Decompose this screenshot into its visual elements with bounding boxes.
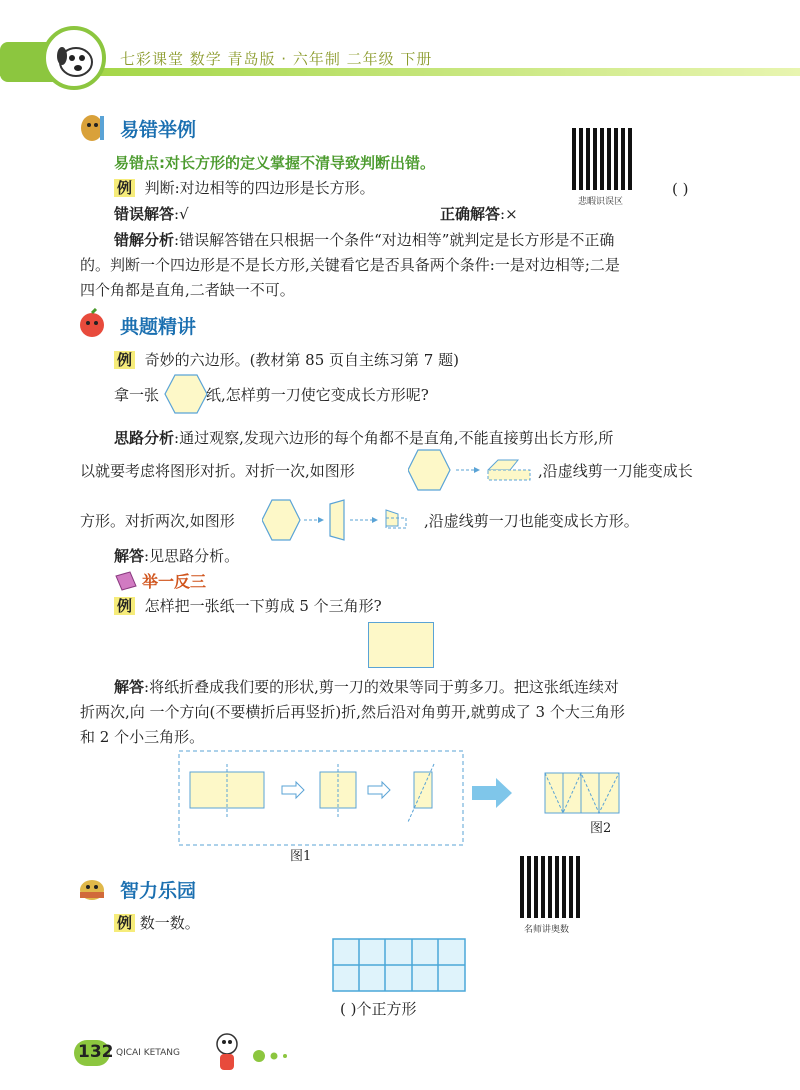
example-tag-4: 例	[114, 914, 135, 932]
answer-2-text: :见思路分析。	[144, 547, 240, 565]
header-title: 七彩课堂 数学 青岛版 · 六年制 二年级 下册	[120, 50, 433, 68]
question-line	[114, 384, 159, 406]
analysis-line-2: 的。判断一个四边形是不是长方形,关键看它是否具备两个条件:一是对边相等;二是	[80, 256, 620, 274]
question-pre: 拿一张	[114, 386, 160, 404]
fold-once-diagram	[408, 448, 538, 492]
footer-dots	[252, 1048, 302, 1062]
qr-caption-puzzle: 名师讲奥数	[524, 925, 570, 935]
square-grid	[332, 938, 466, 992]
section-title-examples: 典题精讲	[120, 316, 197, 338]
example-3-text: 怎样把一张纸一下剪成 5 个三角形?	[144, 597, 382, 615]
example-tag: 例	[114, 179, 135, 197]
paper-icon	[114, 570, 138, 592]
answer-3-line-2: 折两次,向 一个方向(不要横折后再竖折)折,然后沿对角剪开,就剪成了 3 个大三角形	[80, 703, 625, 721]
wrong-answer-value: :√	[174, 205, 189, 223]
qr-code-puzzle	[520, 856, 582, 918]
folding-diagram-2	[544, 772, 620, 814]
mistake-point	[114, 152, 435, 174]
answer-3-line-3: 和 2 个小三角形。	[80, 728, 205, 746]
qr-code-mistakes	[572, 128, 634, 190]
paper-rectangle	[368, 622, 434, 668]
cake-icon	[76, 872, 110, 902]
mascot-logo	[42, 26, 106, 90]
right-answer	[440, 203, 518, 225]
answer-3-line-1	[114, 676, 619, 698]
analysis-line-1	[114, 229, 614, 251]
big-arrow	[472, 778, 512, 808]
example-3	[114, 595, 382, 617]
example-4-text: 数一数。	[139, 914, 200, 932]
think-line-2-post: ,沿虚线剪一刀能变成长	[538, 462, 693, 480]
fold-twice-diagram	[262, 498, 432, 542]
example-1	[114, 177, 375, 199]
think-line-3-pre: 方形。对折两次,如图形	[80, 512, 235, 530]
right-answer-value: :×	[500, 205, 518, 223]
example-tag-2: 例	[114, 351, 135, 369]
wrong-answer-label: 错误解答	[114, 205, 175, 223]
mascot-dog-icon	[42, 26, 106, 90]
analysis-line-3: 四个角都是直角,二者缺一不可。	[80, 281, 295, 299]
think-line-2-pre: 以就要考虑将图形对折。对折一次,如图形	[80, 462, 355, 480]
answer-3-l1: :将纸折叠成我们要的形状,剪一刀的效果等同于剪多刀。把这张纸连续对	[144, 678, 619, 696]
answer-2	[114, 545, 239, 567]
wrong-answer	[114, 203, 189, 225]
section-title-puzzle: 智力乐园	[120, 880, 197, 902]
answer-2-label: 解答	[114, 547, 145, 565]
page-number: 132	[78, 1042, 114, 1062]
mistake-point-label: 易错点	[114, 154, 160, 172]
think-line-3-post: ,沿虚线剪一刀也能变成长方形。	[424, 512, 639, 530]
example-2	[114, 349, 459, 371]
qr-caption-mistakes: 悲暇识误区	[578, 197, 624, 207]
example-tag-3: 例	[114, 597, 135, 615]
analysis-label: 错解分析	[114, 231, 175, 249]
folding-diagram-1	[178, 750, 464, 846]
pencil-icon	[76, 112, 110, 142]
section-title-mistakes: 易错举例	[120, 119, 197, 141]
answer-paren: ( )	[672, 180, 689, 198]
example-4	[114, 912, 200, 934]
example-2-text: 奇妙的六边形。(教材第 85 页自主练习第 7 题)	[144, 351, 459, 369]
square-count-answer: ( )个正方形	[340, 1000, 417, 1018]
footer-mascot-icon	[210, 1030, 244, 1074]
section-title-practice: 举一反三	[142, 572, 207, 591]
figure-2-label: 图2	[590, 821, 612, 836]
answer-3-label: 解答	[114, 678, 145, 696]
right-answer-label: 正确解答	[440, 205, 501, 223]
example-1-text: 判断:对边相等的四边形是长方形。	[144, 179, 375, 197]
apple-icon	[76, 308, 110, 338]
think-line-1	[114, 427, 613, 449]
figure-1-label: 图1	[290, 849, 312, 864]
mistake-point-text: :对长方形的定义掌握不清导致判断出错。	[159, 154, 436, 172]
think-l1: :通过观察,发现六边形的每个角都不是直角,不能直接剪出长方形,所	[174, 429, 614, 447]
think-label: 思路分析	[114, 429, 175, 447]
analysis-l1: :错误解答错在只根据一个条件“对边相等”就判定是长方形是不正确	[174, 231, 615, 249]
question-post: 纸,怎样剪一刀使它变成长方形呢?	[206, 386, 429, 404]
footer-brand: QICAI KETANG	[116, 1048, 180, 1058]
hexagon-figure	[164, 374, 208, 414]
